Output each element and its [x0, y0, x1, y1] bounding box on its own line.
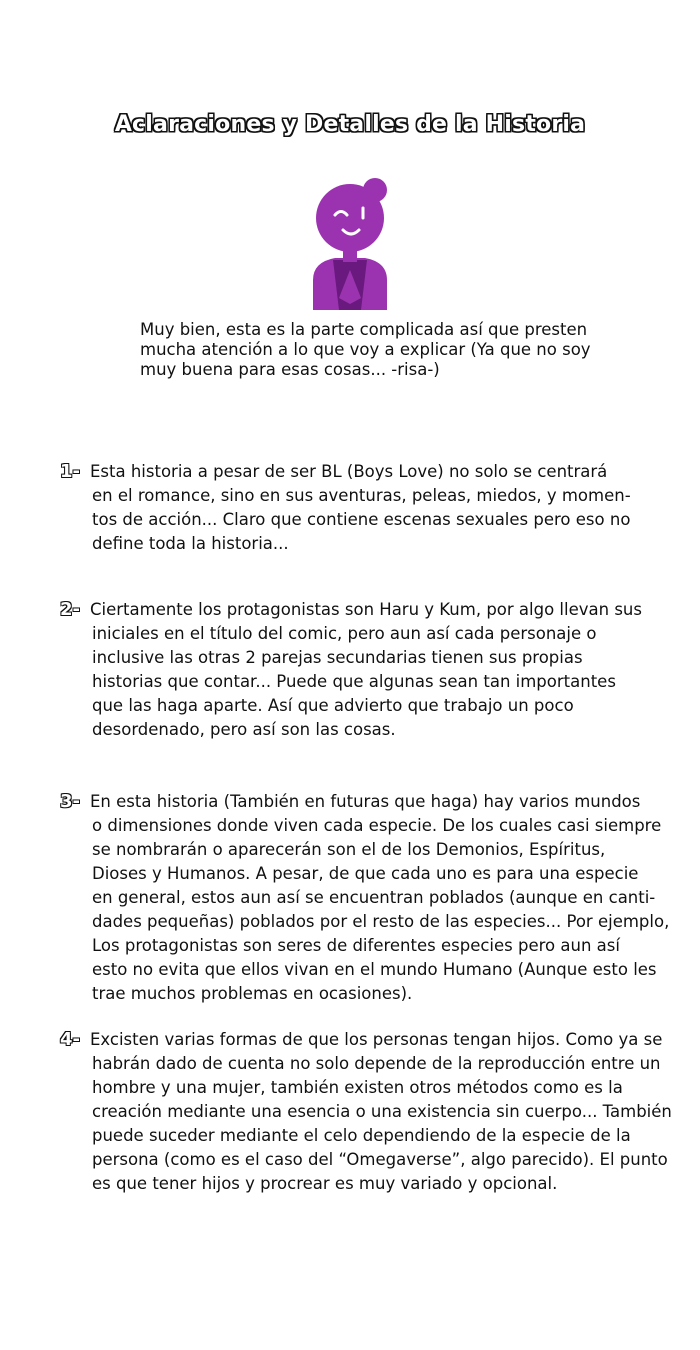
winking-character-icon: [295, 170, 405, 315]
page-title: Aclaraciones y Detalles de la Historia: [114, 112, 586, 137]
item-line: tos de acción... Claro que contiene escenas sexuales pero eso no: [92, 510, 631, 529]
item-number: 2 -: [60, 598, 90, 622]
item-number: 1 -: [60, 460, 90, 484]
item-number: 3 -: [60, 790, 90, 814]
clarification-item-1: [60, 460, 660, 556]
item-line: Esta historia a pesar de ser BL (Boys Love) no solo se centrará: [90, 462, 608, 481]
item-line: habrán dado de cuenta no solo depende de la reproducción entre un: [92, 1054, 661, 1073]
intro-line: muy buena para esas cosas... -risa-): [140, 360, 440, 379]
intro-text: [140, 320, 600, 380]
item-line: es que tener hijos y procrear es muy variado y opcional.: [92, 1174, 558, 1193]
item-line: hombre y una mujer, también existen otros métodos como es la: [92, 1078, 623, 1097]
item-line: Los protagonistas son seres de diferentes especies pero aun así: [92, 936, 620, 955]
intro-line: mucha atención a lo que voy a explicar (Ya que no soy: [140, 340, 591, 359]
item-line: Dioses y Humanos. A pesar, de que cada uno es para una especie: [92, 864, 639, 883]
item-line: Ciertamente los protagonistas son Haru y Kum, por algo llevan sus: [90, 600, 642, 619]
item-line: inclusive las otras 2 parejas secundarias tienen sus propias: [92, 648, 583, 667]
clarification-item-2: [60, 598, 660, 742]
item-line: que las haga aparte. Así que advierto que trabajo un poco: [92, 696, 574, 715]
item-line: creación mediante una esencia o una existencia sin cuerpo... También: [92, 1102, 672, 1121]
item-line: o dimensiones donde viven cada especie. De los cuales casi siempre: [92, 816, 662, 835]
item-line: desordenado, pero así son las cosas.: [92, 720, 396, 739]
item-line: define toda la historia...: [92, 534, 289, 553]
item-line: se nombrarán o aparecerán son el de los Demonios, Espíritus,: [92, 840, 606, 859]
item-line: en el romance, sino en sus aventuras, peleas, miedos, y momen-: [92, 486, 631, 505]
item-line: iniciales en el título del comic, pero aun así cada personaje o: [92, 624, 597, 643]
item-number: 4 -: [60, 1028, 90, 1052]
item-line: en general, estos aun así se encuentran poblados (aunque en canti-: [92, 888, 656, 907]
item-line: persona (como es el caso del “Omegaverse”, algo parecido). El punto: [92, 1150, 668, 1169]
item-line: puede suceder mediante el celo dependiendo de la especie de la: [92, 1126, 631, 1145]
item-line: trae muchos problemas en ocasiones).: [92, 984, 413, 1003]
clarification-item-4: [60, 1028, 672, 1196]
item-line: En esta historia (También en futuras que haga) hay varios mundos: [90, 792, 641, 811]
intro-line: Muy bien, esta es la parte complicada así que presten: [140, 320, 588, 339]
clarification-item-3: [60, 790, 670, 1006]
item-line: Excisten varias formas de que los personas tengan hijos. Como ya se: [90, 1030, 663, 1049]
item-line: historias que contar... Puede que algunas sean tan importantes: [92, 672, 616, 691]
item-line: esto no evita que ellos vivan en el mundo Humano (Aunque esto les: [92, 960, 657, 979]
item-line: dades pequeñas) poblados por el resto de las especies... Por ejemplo,: [92, 912, 670, 931]
